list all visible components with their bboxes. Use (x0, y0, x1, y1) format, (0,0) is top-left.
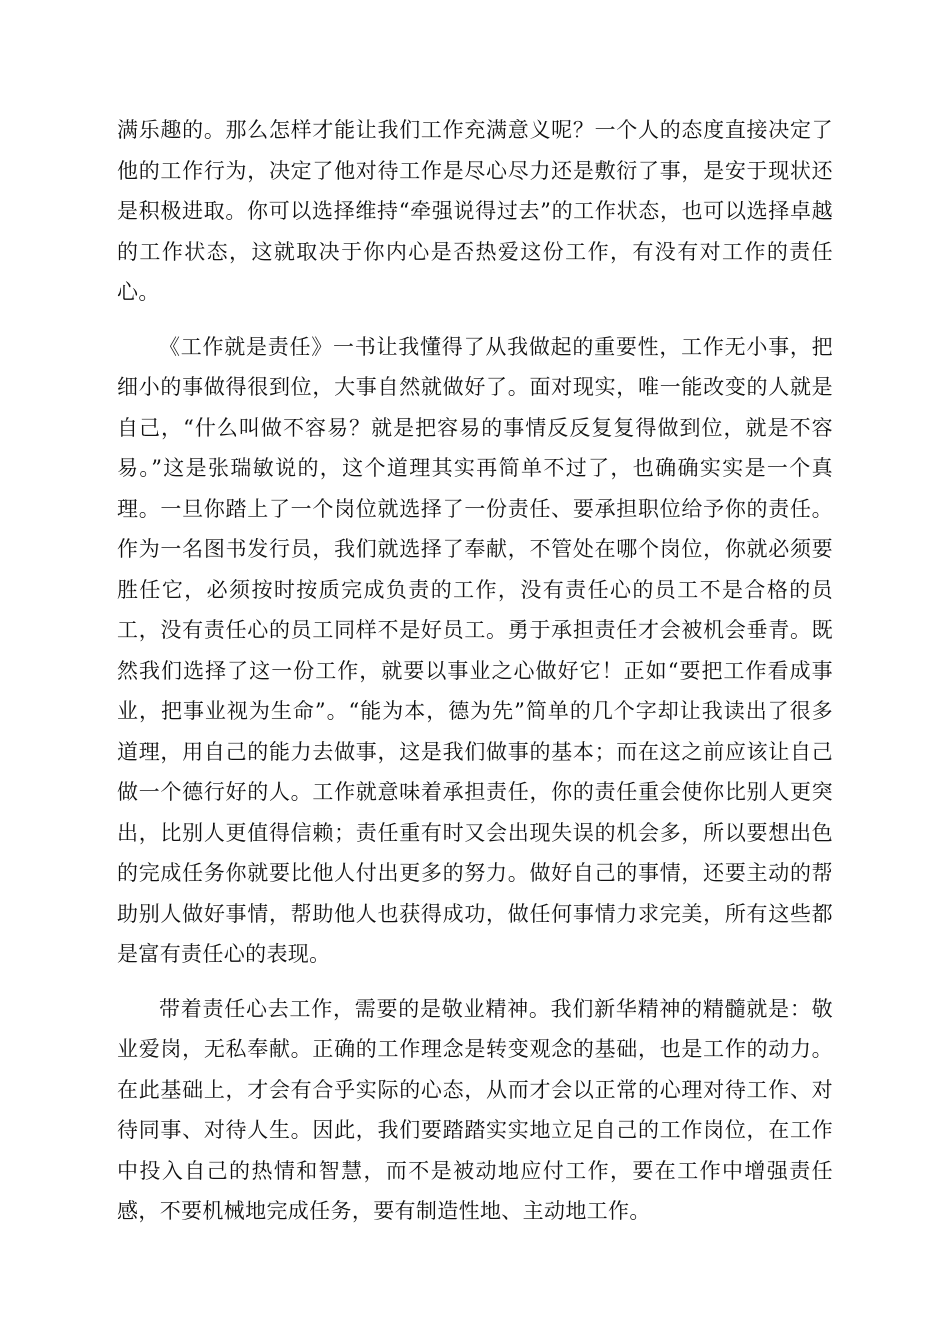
paragraph-3: 带着责任心去工作，需要的是敬业精神。我们新华精神的精髓就是：敬业爱岗，无私奉献。正确的工作理念是转变观念的基础，也是工作的动力。在此基础上，才会有合乎实际的心态，从而才会以正常的心理对待工作、对待同事、对待人生。因此，我们要踏踏实实地立足自己的工作岗位，在工作中投入自己的热情和智慧，而不是被动地应付工作，要在工作中增强责任感，不要机械地完成任务，要有制造性地、主动地工作。 (117, 996, 833, 1223)
paragraph-1: 满乐趣的。那么怎样才能让我们工作充满意义呢？一个人的态度直接决定了他的工作行为，决定了他对待工作是尽心尽力还是敷衍了事，是安于现状还是积极进取。你可以选择维持“牵强说得过去”的工作状态，也可以选择卓越的工作状态，这就取决于你内心是否热爱这份工作，有没有对工作的责任心。 (117, 118, 833, 304)
document-body (117, 110, 833, 1246)
paragraph-2: 《工作就是责任》一书让我懂得了从我做起的重要性，工作无小事，把细小的事做得很到位，大事自然就做好了。面对现实，唯一能改变的人就是自己，“什么叫做不容易？就是把容易的事情反反复复得做到位，就是不容易。”这是张瑞敏说的，这个道理其实再简单不过了，也确确实实是一个真理。一旦你踏上了一个岗位就选择了一份责任、要承担职位给予你的责任。作为一名图书发行员，我们就选择了奉献，不管处在哪个岗位，你就必须要胜任它，必须按时按质完成负责的工作，没有责任心的员工不是合格的员工，没有责任心的员工同样不是好员工。勇于承担责任才会被机会垂青。既然我们选择了这一份工作，就要以事业之心做好它！正如“要把工作看成事业，把事业视为生命”。“能为本，德为先”简单的几个字却让我读出了很多道理，用自己的能力去做事，这是我们做事的基本；而在这之前应该让自己做一个德行好的人。工作就意味着承担责任，你的责任重会使你比别人更突出，比别人更值得信赖；责任重有时又会出现失误的机会多，所以要想出色的完成任务你就要比他人付出更多的努力。做好自己的事情，还要主动的帮助别人做好事情，帮助他人也获得成功，做任何事情力求完美，所有这些都是富有责任心的表现。 (117, 334, 833, 966)
